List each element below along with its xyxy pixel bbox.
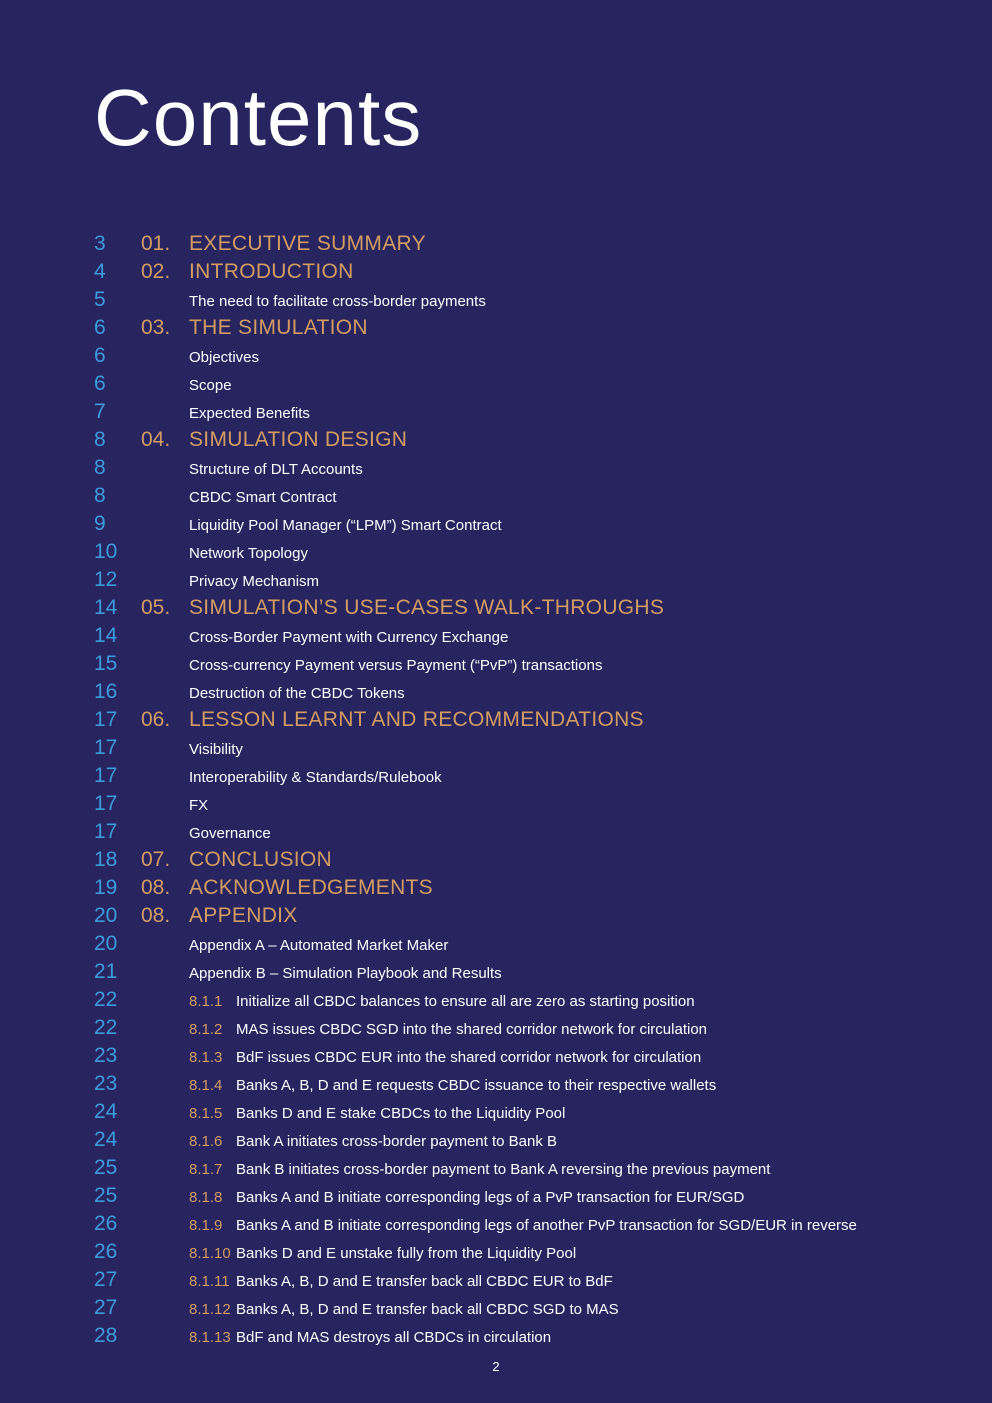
- toc-page-number: 5: [94, 288, 106, 311]
- toc-entry-sub[interactable]: [0, 734, 992, 762]
- toc-section-number: 05.: [141, 596, 171, 619]
- toc-subsection-title: Cross-currency Payment versus Payment (“PvP”) transactions: [189, 657, 603, 674]
- toc-page-number: 15: [94, 652, 118, 675]
- toc-subsection-title: Appendix B – Simulation Playbook and Results: [189, 965, 502, 982]
- toc-step-number: 8.1.12: [189, 1301, 231, 1318]
- toc-section-number: 08.: [141, 904, 171, 927]
- toc-step-number: 8.1.11: [189, 1273, 230, 1290]
- toc-page-number: 20: [94, 932, 118, 955]
- toc-step-title: Banks D and E stake CBDCs to the Liquidity Pool: [236, 1105, 566, 1122]
- toc-page-number: 17: [94, 764, 118, 787]
- toc-step-number: 8.1.2: [189, 1021, 223, 1038]
- toc-page-number: 14: [94, 596, 118, 619]
- toc-page-number: 4: [94, 260, 106, 283]
- toc-page-number: 17: [94, 792, 118, 815]
- toc-step-title: Bank B initiates cross-border payment to Bank A reversing the previous payment: [236, 1161, 771, 1178]
- toc-entry-sub[interactable]: [0, 454, 992, 482]
- toc-subsection-title: Liquidity Pool Manager (“LPM”) Smart Contract: [189, 517, 502, 534]
- toc-entry-subsub[interactable]: [0, 1014, 992, 1042]
- page-number: 2: [492, 1359, 500, 1374]
- toc-entry-sub[interactable]: [0, 510, 992, 538]
- toc-page-number: 25: [94, 1156, 118, 1179]
- toc-section-number: 08.: [141, 876, 171, 899]
- toc-subsection-title: Objectives: [189, 349, 260, 366]
- toc-entry-sub[interactable]: [0, 762, 992, 790]
- toc-entry-sub[interactable]: [0, 818, 992, 846]
- toc-entry-sub[interactable]: [0, 286, 992, 314]
- toc-section-number: 07.: [141, 848, 171, 871]
- toc-page-number: 27: [94, 1268, 118, 1291]
- toc-entry-sub[interactable]: [0, 790, 992, 818]
- toc-entry-subsub[interactable]: [0, 1322, 992, 1350]
- toc-step-title: Banks A, B, D and E requests CBDC issuance to their respective wallets: [236, 1077, 717, 1094]
- toc-page-number: 8: [94, 484, 106, 507]
- toc-section-title: INTRODUCTION: [189, 260, 354, 283]
- toc-entry-sub[interactable]: [0, 958, 992, 986]
- toc-section-title: APPENDIX: [189, 904, 298, 927]
- toc-entry-sub[interactable]: [0, 930, 992, 958]
- toc-page-number: 26: [94, 1240, 118, 1263]
- toc-page-number: 12: [94, 568, 118, 591]
- toc-page-number: 6: [94, 372, 106, 395]
- toc-section-number: 03.: [141, 316, 171, 339]
- toc-page-number: 6: [94, 316, 106, 339]
- toc-step-number: 8.1.8: [189, 1189, 223, 1206]
- toc-step-title: Banks A and B initiate corresponding legs of another PvP transaction for SGD/EUR in reverse: [236, 1217, 857, 1234]
- toc-step-title: BdF and MAS destroys all CBDCs in circulation: [236, 1329, 552, 1346]
- toc-subsection-title: Appendix A – Automated Market Maker: [189, 937, 449, 954]
- toc-entry-subsub[interactable]: [0, 1294, 992, 1322]
- toc-entry-section[interactable]: [0, 902, 992, 930]
- toc-step-number: 8.1.7: [189, 1161, 223, 1178]
- toc-entry-section[interactable]: [0, 594, 992, 622]
- toc-section-number: 01.: [141, 232, 171, 255]
- toc-subsection-title: Governance: [189, 825, 271, 842]
- toc-entry-section[interactable]: [0, 706, 992, 734]
- toc-step-number: 8.1.13: [189, 1329, 231, 1346]
- toc-entry-sub[interactable]: [0, 566, 992, 594]
- toc-step-title: Banks D and E unstake fully from the Liquidity Pool: [236, 1245, 577, 1262]
- toc-entry-subsub[interactable]: [0, 1098, 992, 1126]
- toc-page-number: 8: [94, 428, 106, 451]
- toc-page-number: 6: [94, 344, 106, 367]
- toc-page-number: 7: [94, 400, 106, 423]
- toc-step-number: 8.1.1: [189, 993, 223, 1010]
- toc-entry-subsub[interactable]: [0, 1182, 992, 1210]
- toc-page-number: 22: [94, 988, 118, 1011]
- toc-page-number: 27: [94, 1296, 118, 1319]
- toc-entry-subsub[interactable]: [0, 986, 992, 1014]
- toc-step-number: 8.1.3: [189, 1049, 223, 1066]
- toc-step-number: 8.1.10: [189, 1245, 231, 1262]
- toc-entry-subsub[interactable]: [0, 1126, 992, 1154]
- toc-page-number: 9: [94, 512, 106, 535]
- toc-subsection-title: Structure of DLT Accounts: [189, 461, 363, 478]
- toc-entry-sub[interactable]: [0, 342, 992, 370]
- toc-step-title: MAS issues CBDC SGD into the shared corridor network for circulation: [236, 1021, 708, 1038]
- toc-step-title: BdF issues CBDC EUR into the shared corridor network for circulation: [236, 1049, 702, 1066]
- toc-page-number: 10: [94, 540, 118, 563]
- toc-entry-sub[interactable]: [0, 482, 992, 510]
- toc-entry-sub[interactable]: [0, 538, 992, 566]
- toc-step-number: 8.1.9: [189, 1217, 223, 1234]
- toc-section-number: 06.: [141, 708, 171, 731]
- toc-subsection-title: Network Topology: [189, 545, 308, 562]
- toc-page-number: 26: [94, 1212, 118, 1235]
- toc-subsection-title: Scope: [189, 377, 232, 394]
- toc-page-number: 17: [94, 820, 118, 843]
- toc-page-number: 17: [94, 708, 118, 731]
- toc-entry-subsub[interactable]: [0, 1266, 992, 1294]
- toc-subsection-title: Destruction of the CBDC Tokens: [189, 685, 405, 702]
- toc-entry-section[interactable]: [0, 230, 992, 258]
- toc-entry-sub[interactable]: [0, 622, 992, 650]
- toc-entry-subsub[interactable]: [0, 1154, 992, 1182]
- toc-subsection-title: Visibility: [189, 741, 243, 758]
- toc-page-number: 17: [94, 736, 118, 759]
- toc-page-number: 22: [94, 1016, 118, 1039]
- toc-entry-section[interactable]: [0, 314, 992, 342]
- toc-page-number: 8: [94, 456, 106, 479]
- toc-section-title: EXECUTIVE SUMMARY: [189, 232, 426, 255]
- toc-step-title: Banks A, B, D and E transfer back all CBDC EUR to BdF: [236, 1273, 613, 1290]
- toc-subsection-title: Expected Benefits: [189, 405, 310, 422]
- toc-step-number: 8.1.4: [189, 1077, 223, 1094]
- toc-section-title: LESSON LEARNT AND RECOMMENDATIONS: [189, 708, 644, 731]
- toc-page-number: 23: [94, 1072, 118, 1095]
- toc-subsection-title: CBDC Smart Contract: [189, 489, 337, 506]
- toc-page-number: 18: [94, 848, 118, 871]
- toc-page-number: 28: [94, 1324, 118, 1347]
- toc-entry-section[interactable]: [0, 426, 992, 454]
- toc-step-title: Banks A and B initiate corresponding legs of a PvP transaction for EUR/SGD: [236, 1189, 745, 1206]
- toc-step-title: Banks A, B, D and E transfer back all CBDC SGD to MAS: [236, 1301, 619, 1318]
- toc-section-title: CONCLUSION: [189, 848, 333, 871]
- toc-section-title: ACKNOWLEDGEMENTS: [189, 876, 433, 899]
- toc-entry-section[interactable]: [0, 846, 992, 874]
- toc-section-number: 04.: [141, 428, 171, 451]
- toc-entry-subsub[interactable]: [0, 1238, 992, 1266]
- toc-section-title: SIMULATION DESIGN: [189, 428, 408, 451]
- toc-subsection-title: Cross-Border Payment with Currency Exchange: [189, 629, 509, 646]
- toc-entry-subsub[interactable]: [0, 1070, 992, 1098]
- toc-entry-section[interactable]: [0, 874, 992, 902]
- toc-subsection-title: Privacy Mechanism: [189, 573, 320, 590]
- toc-page-number: 16: [94, 680, 118, 703]
- toc-step-title: Initialize all CBDC balances to ensure all are zero as starting position: [236, 993, 695, 1010]
- toc-page-number: 19: [94, 876, 118, 899]
- toc-step-number: 8.1.6: [189, 1133, 223, 1150]
- toc-section-number: 02.: [141, 260, 171, 283]
- toc-page-number: 21: [94, 960, 118, 983]
- table-of-contents: [0, 230, 992, 1350]
- toc-entry-section[interactable]: [0, 258, 992, 286]
- toc-step-title: Bank A initiates cross-border payment to Bank B: [236, 1133, 557, 1150]
- toc-subsection-title: The need to facilitate cross-border payments: [189, 293, 486, 310]
- toc-entry-sub[interactable]: [0, 398, 992, 426]
- toc-page-number: 20: [94, 904, 118, 927]
- toc-section-title: SIMULATION’S USE-CASES WALK-THROUGHS: [189, 596, 665, 619]
- toc-page-number: 24: [94, 1128, 118, 1151]
- toc-subsection-title: Interoperability & Standards/Rulebook: [189, 769, 442, 786]
- toc-page-number: 23: [94, 1044, 118, 1067]
- toc-page-number: 24: [94, 1100, 118, 1123]
- toc-step-number: 8.1.5: [189, 1105, 223, 1122]
- toc-subsection-title: FX: [189, 797, 209, 814]
- toc-entry-sub[interactable]: [0, 650, 992, 678]
- toc-page-number: 14: [94, 624, 118, 647]
- toc-entry-sub[interactable]: [0, 370, 992, 398]
- toc-page-number: 25: [94, 1184, 118, 1207]
- toc-section-title: THE SIMULATION: [189, 316, 368, 339]
- toc-entry-sub[interactable]: [0, 678, 992, 706]
- toc-page-number: 3: [94, 232, 106, 255]
- toc-entry-subsub[interactable]: [0, 1210, 992, 1238]
- toc-entry-subsub[interactable]: [0, 1042, 992, 1070]
- page-title: Contents: [94, 73, 423, 162]
